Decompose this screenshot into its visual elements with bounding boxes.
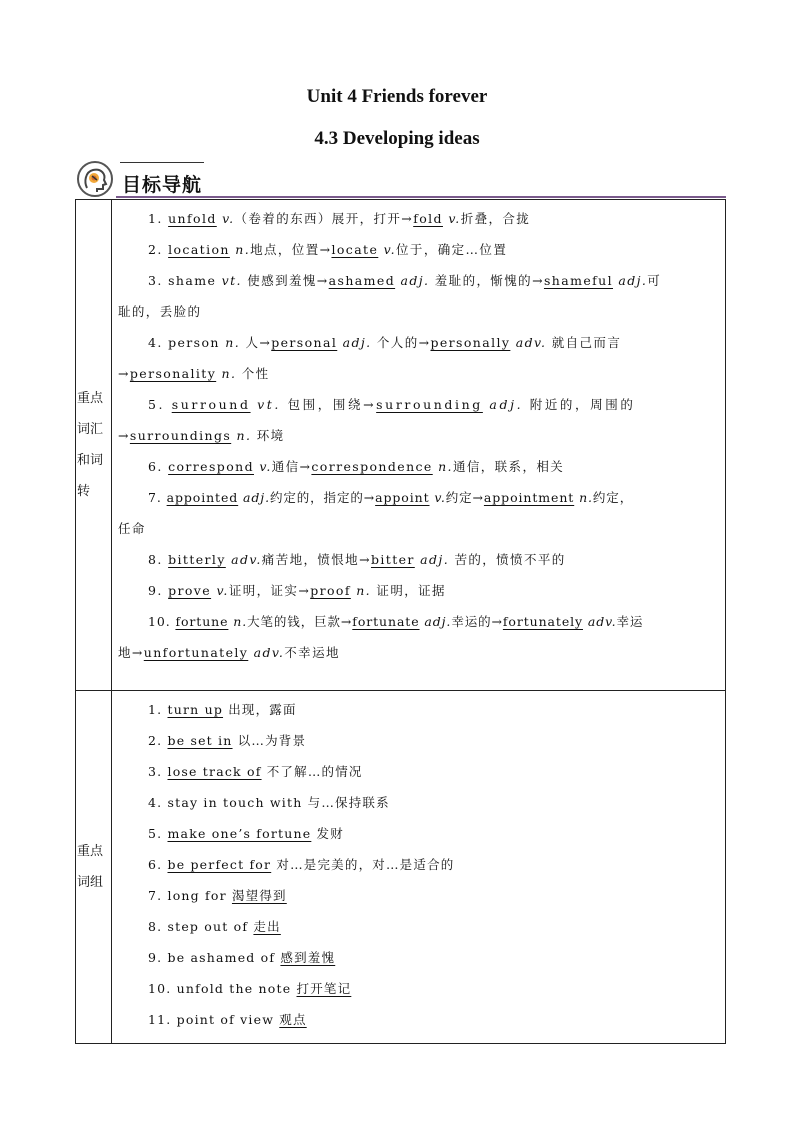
vocab-label: 重点词汇和词转 xyxy=(76,200,112,691)
list-item: 10. fortune n.大笔的钱，巨款→fortunate adj.幸运的→fortunately adv.幸运 xyxy=(148,614,644,629)
list-item: 9. prove v.证明，证实→proof n. 证明，证据 xyxy=(148,583,446,598)
list-item: 4. person n. 人→personal adj. 个人的→personally adv. 就自己而言 xyxy=(148,335,622,350)
phrase-item: 9. be ashamed of 感到羞愧 xyxy=(148,950,336,965)
phrase-item: 3. lose track of 不了解…的情况 xyxy=(148,764,363,779)
target-head-icon xyxy=(76,160,114,198)
list-item-cont: 地→unfortunately adv.不幸运地 xyxy=(118,645,340,660)
page-title: Unit 4 Friends forever xyxy=(306,86,488,107)
list-item: 1. unfold v.（卷着的东西）展开，打开→fold v.折叠，合拢 xyxy=(148,211,531,226)
phrase-item: 8. step out of 走出 xyxy=(148,919,281,934)
list-item-cont: 耻的，丢脸的 xyxy=(118,304,202,319)
list-item: 6. correspond v.通信→correspondence n.通信，联系，相关 xyxy=(148,459,565,474)
phrase-item: 6. be perfect for 对…是完美的，对…是适合的 xyxy=(148,857,455,872)
list-item: 3. shame vt. 使感到羞愧→ashamed adj. 羞耻的，惭愧的→shameful adj.可 xyxy=(148,273,662,288)
vocab-content xyxy=(112,200,726,691)
list-item: 2. location n.地点，位置→locate v.位于，确定…位置 xyxy=(148,242,508,257)
list-item-cont: →personality n. 个性 xyxy=(118,366,270,381)
list-item: 8. bitterly adv.痛苦地，愤恨地→bitter adj. 苦的，愤愤不平的 xyxy=(148,552,566,567)
phrase-item: 2. be set in 以…为背景 xyxy=(148,733,307,748)
page-subtitle: 4.3 Developing ideas xyxy=(314,128,480,149)
phrase-row xyxy=(76,691,726,1044)
list-item-cont: →surroundings n. 环境 xyxy=(118,428,285,443)
phrase-item: 7. long for 渴望得到 xyxy=(148,888,287,903)
banner-title: 目标导航 xyxy=(122,174,203,196)
phrase-content xyxy=(112,691,726,1044)
phrase-item: 4. stay in touch with 与…保持联系 xyxy=(148,795,390,810)
banner-rule-top xyxy=(120,162,204,163)
banner-rule xyxy=(116,196,726,198)
phrase-item: 11. point of view 观点 xyxy=(148,1012,307,1027)
phrase-label: 重点词组 xyxy=(76,691,112,1044)
list-item: 7. appointed adj.约定的，指定的→appoint v.约定→appointment n.约定， xyxy=(148,490,634,505)
vocab-row xyxy=(76,200,726,691)
section-banner xyxy=(76,160,726,200)
phrase-item: 1. turn up 出现，露面 xyxy=(148,702,297,717)
list-item: 5. surround vt. 包围，围绕→surrounding adj. 附近的，周围的 xyxy=(148,397,636,412)
phrase-item: 5. make one’s fortune 发财 xyxy=(148,826,344,841)
phrase-item: 10. unfold the note 打开笔记 xyxy=(148,981,352,996)
list-item-cont: 任命 xyxy=(118,521,146,536)
content-table xyxy=(75,199,726,1044)
